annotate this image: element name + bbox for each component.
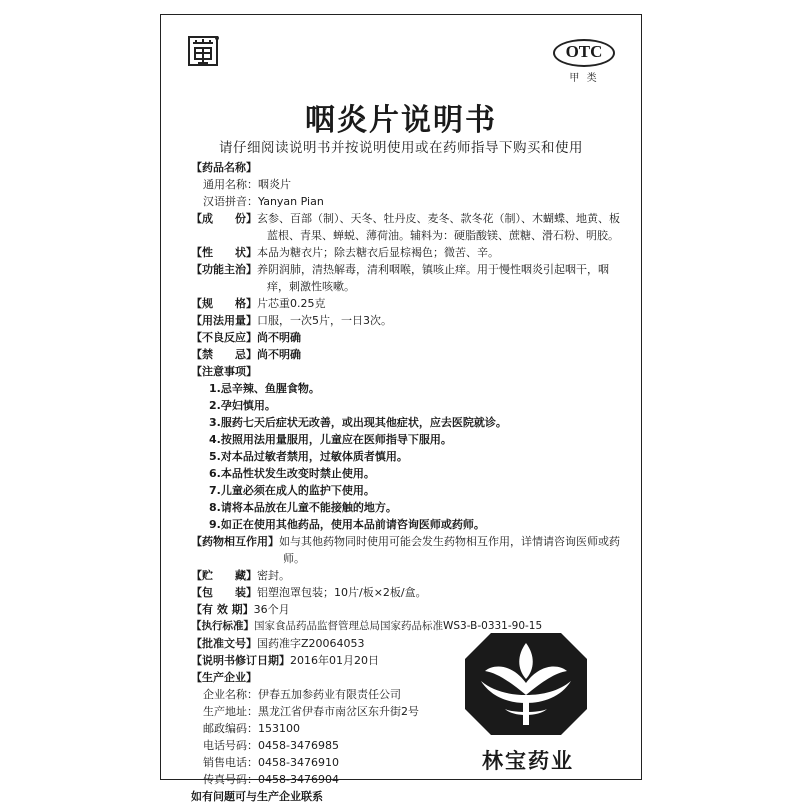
company-seal-icon bbox=[187, 35, 219, 67]
pinyin-label: 汉语拼音： bbox=[203, 195, 258, 208]
package-label: 【包 装】 bbox=[191, 586, 257, 599]
interactions-label: 【药物相互作用】 bbox=[191, 535, 279, 548]
indications-label: 【功能主治】 bbox=[191, 263, 257, 276]
usage-label: 【用法用量】 bbox=[191, 314, 257, 327]
fax-label: 传真号码： bbox=[203, 773, 258, 786]
adverse-value: 尚不明确 bbox=[257, 331, 301, 344]
revision-value: 2016年01月20日 bbox=[290, 654, 379, 667]
properties-label: 【性 状】 bbox=[191, 246, 257, 259]
address-value: 黑龙江省伊春市南岔区东升街2号 bbox=[258, 705, 419, 718]
validity-row bbox=[191, 601, 627, 618]
company-name-value: 伊春五加参药业有限责任公司 bbox=[258, 688, 401, 701]
storage-value: 密封。 bbox=[257, 569, 290, 582]
properties-value: 本品为糖衣片；除去糖衣后显棕褐色；微苦、辛。 bbox=[257, 246, 499, 259]
contra-label: 【禁 忌】 bbox=[191, 348, 257, 361]
storage-row bbox=[191, 567, 627, 584]
brand-lotus-logo-icon bbox=[461, 625, 591, 740]
validity-value: 36个月 bbox=[253, 603, 290, 616]
precaution-item: 5.对本品过敏者禁用，过敏体质者慎用。 bbox=[209, 450, 408, 463]
precaution-item: 9.如正在使用其他药品，使用本品前请咨询医师或药师。 bbox=[209, 518, 485, 531]
otc-label: OTC bbox=[553, 39, 615, 67]
usage-row bbox=[191, 312, 627, 329]
precaution-item: 6.本品性状发生改变时禁止使用。 bbox=[209, 467, 375, 480]
pinyin-row bbox=[191, 193, 627, 210]
pinyin-value: Yanyan Pian bbox=[258, 195, 324, 208]
package-value: 铝塑泡罩包装；10片/板×2板/盒。 bbox=[257, 586, 427, 599]
sales-phone-label: 销售电话： bbox=[203, 756, 258, 769]
standard-label: 【执行标准】 bbox=[191, 620, 254, 632]
spec-label: 【规 格】 bbox=[191, 297, 257, 310]
package-row bbox=[191, 584, 627, 601]
company-name-label: 企业名称： bbox=[203, 688, 258, 701]
interactions-row bbox=[191, 533, 627, 567]
precaution-item: 2.孕妇慎用。 bbox=[209, 399, 276, 412]
common-name-value: 咽炎片 bbox=[258, 178, 291, 191]
precaution-item: 7.儿童必须在成人的监护下使用。 bbox=[209, 484, 375, 497]
properties-row bbox=[191, 244, 627, 261]
precaution-item: 3.服药七天后症状无改善，或出现其他症状，应去医院就诊。 bbox=[209, 416, 507, 429]
phone-label: 电话号码： bbox=[203, 739, 258, 752]
contact-note: 如有问题可与生产企业联系 bbox=[191, 790, 323, 803]
zip-value: 153100 bbox=[258, 722, 300, 735]
manufacturer-label: 【生产企业】 bbox=[191, 671, 257, 684]
ingredients-value: 玄参、百部（制）、天冬、牡丹皮、麦冬、款冬花（制）、木蝴蝶、地黄、板蓝根、青果、蝉蜕、薄荷油。辅料为：硬脂酸镁、蔗糖、滑石粉、明胶。 bbox=[257, 212, 620, 242]
adverse-label: 【不良反应】 bbox=[191, 331, 257, 344]
spec-row bbox=[191, 295, 627, 312]
revision-label: 【说明书修订日期】 bbox=[191, 654, 290, 667]
zip-label: 邮政编码： bbox=[203, 722, 258, 735]
otc-badge bbox=[553, 39, 615, 84]
brand-name: 林宝药业 bbox=[482, 749, 574, 773]
address-label: 生产地址： bbox=[203, 705, 258, 718]
standard-value: 国家食品药品监督管理总局国家药品标准WS3-B-0331-90-15 bbox=[254, 620, 543, 632]
ingredients-label: 【成 份】 bbox=[191, 212, 257, 225]
interactions-value: 如与其他药物同时使用可能会发生药物相互作用，详情请咨询医师或药师。 bbox=[279, 535, 620, 565]
approval-value: 国药准字Z20064053 bbox=[257, 637, 365, 650]
common-name-row bbox=[191, 176, 627, 193]
page-title: 咽炎片说明书 bbox=[305, 103, 497, 138]
indications-value: 养阴润肺，清热解毒，清利咽喉，镇咳止痒。用于慢性咽炎引起咽干，咽痒，刺激性咳嗽。 bbox=[257, 263, 609, 293]
precaution-item: 4.按照用法用量服用，儿童应在医师指导下服用。 bbox=[209, 433, 452, 446]
precaution-item: 8.请将本品放在儿童不能接触的地方。 bbox=[209, 501, 397, 514]
storage-label: 【贮 藏】 bbox=[191, 569, 257, 582]
adverse-row bbox=[191, 329, 627, 346]
precautions-label: 【注意事项】 bbox=[191, 365, 257, 378]
instruction-sheet bbox=[160, 14, 642, 803]
phone-value: 0458-3476985 bbox=[258, 739, 339, 752]
common-name-label: 通用名称： bbox=[203, 178, 258, 191]
approval-label: 【批准文号】 bbox=[191, 637, 257, 650]
ingredients-row bbox=[191, 210, 627, 244]
precaution-item: 1.忌辛辣、鱼腥食物。 bbox=[209, 382, 320, 395]
page-subtitle: 请仔细阅读说明书并按说明使用或在药师指导下购买和使用 bbox=[219, 140, 583, 156]
sales-phone-value: 0458-3476910 bbox=[258, 756, 339, 769]
contra-row bbox=[191, 346, 627, 363]
drug-name-label: 【药品名称】 bbox=[191, 161, 257, 174]
spec-value: 片芯重0.25克 bbox=[257, 297, 326, 310]
fax-value: 0458-3476904 bbox=[258, 773, 339, 786]
contra-value: 尚不明确 bbox=[257, 348, 301, 361]
otc-class: 甲 类 bbox=[569, 73, 599, 84]
validity-label: 【有 效 期】 bbox=[191, 603, 254, 616]
indications-row bbox=[191, 261, 627, 295]
usage-value: 口服，一次5片，一日3次。 bbox=[257, 314, 392, 327]
